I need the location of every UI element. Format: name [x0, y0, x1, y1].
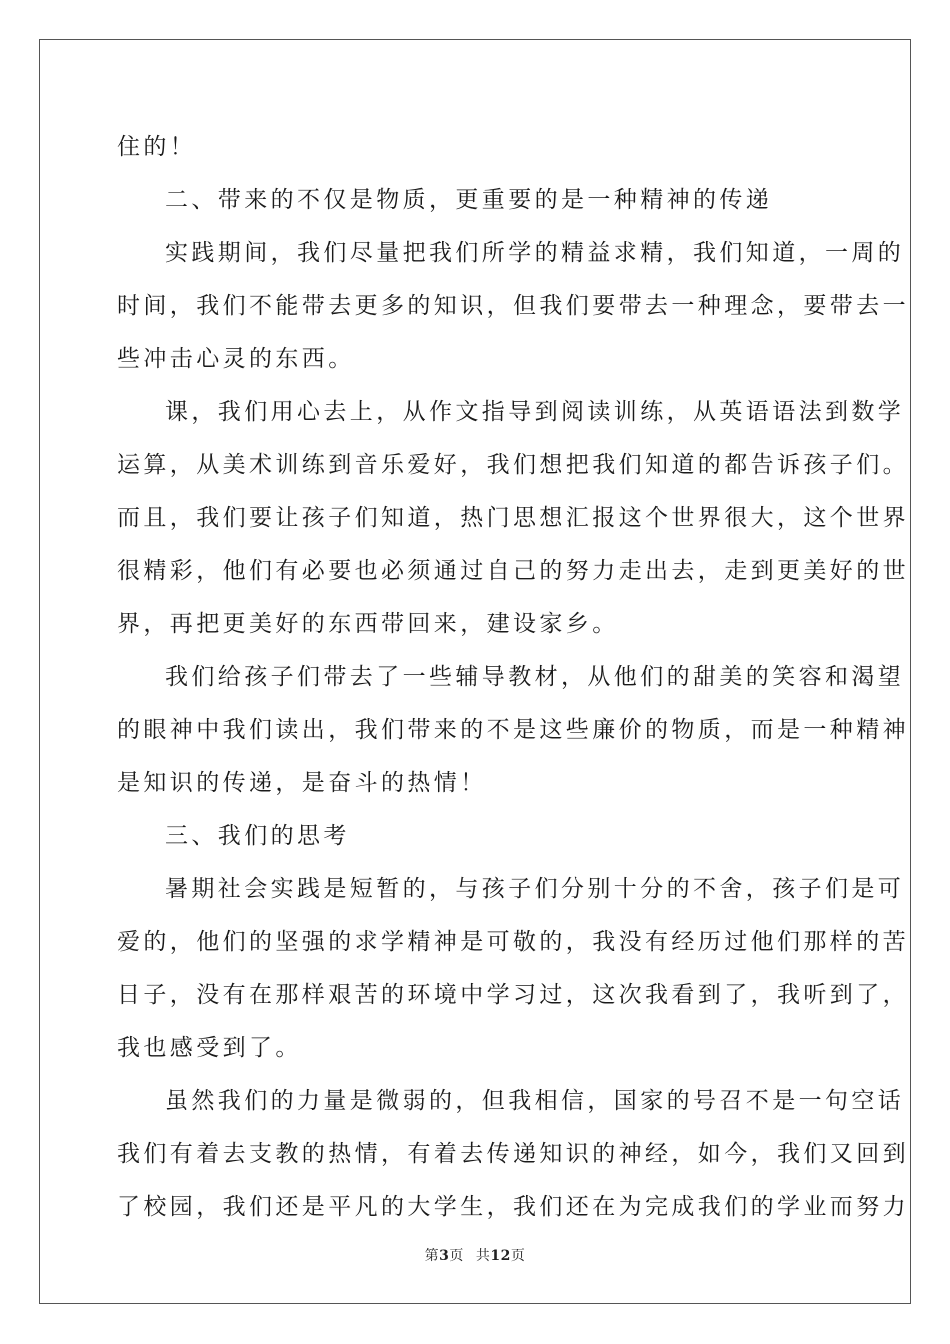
total-suffix: 页 [510, 1248, 526, 1264]
text-line: 我们给孩子们带去了一些辅导教材，从他们的甜美的笑容和渴望 [165, 664, 905, 690]
text-line: 界，再把更美好的东西带回来，建设家乡。 [117, 611, 619, 637]
text-line: 课，我们用心去上，从作文指导到阅读训练，从英语语法到数学 [165, 399, 905, 425]
text-line: 虽然我们的力量是微弱的，但我相信，国家的号召不是一句空话 [165, 1088, 905, 1114]
page-prefix: 第 [424, 1248, 440, 1264]
text-line: 我也感受到了。 [117, 1035, 302, 1061]
page-suffix: 页 [449, 1248, 464, 1264]
text-line: 住的！ [117, 134, 197, 160]
text-line: 实践期间，我们尽量把我们所学的精益求精，我们知道，一周的 [165, 240, 905, 266]
total-prefix: 共 [475, 1248, 491, 1264]
text-line: 而且，我们要让孩子们知道，热门思想汇报这个世界很大，这个世界 [117, 505, 909, 531]
document-body [117, 121, 909, 1234]
text-line: 的眼神中我们读出，我们带来的不是这些廉价的物质，而是一种精神 [117, 717, 909, 743]
text-line: 很精彩，他们有必要也必须通过自己的努力走出去，走到更美好的世 [117, 558, 909, 584]
text-line: 了校园，我们还是平凡的大学生，我们还在为完成我们的学业而努力 [117, 1194, 909, 1220]
text-line: 我们有着去支教的热情，有着去传递知识的神经，如今，我们又回到 [117, 1141, 909, 1167]
text-line: 日子，没有在那样艰苦的环境中学习过，这次我看到了，我听到了， [117, 982, 909, 1008]
text-line: 运算，从美术训练到音乐爱好，我们想把我们知道的都告诉孩子们。 [117, 452, 909, 478]
text-line: 时间，我们不能带去更多的知识，但我们要带去一种理念，要带去一 [117, 293, 909, 319]
section-heading: 二、带来的不仅是物质，更重要的是一种精神的传递 [165, 187, 773, 213]
section-heading: 三、我们的思考 [165, 823, 350, 849]
text-line: 暑期社会实践是短暂的，与孩子们分别十分的不舍，孩子们是可 [165, 876, 905, 902]
page-footer [0, 1245, 950, 1265]
text-line: 些冲击心灵的东西。 [117, 346, 355, 372]
text-line: 爱的，他们的坚强的求学精神是可敬的，我没有经历过他们那样的苦 [117, 929, 909, 955]
text-line: 是知识的传递，是奋斗的热情！ [117, 770, 487, 796]
current-page-number: 3 [439, 1248, 450, 1264]
total-pages-number: 12 [490, 1248, 511, 1264]
